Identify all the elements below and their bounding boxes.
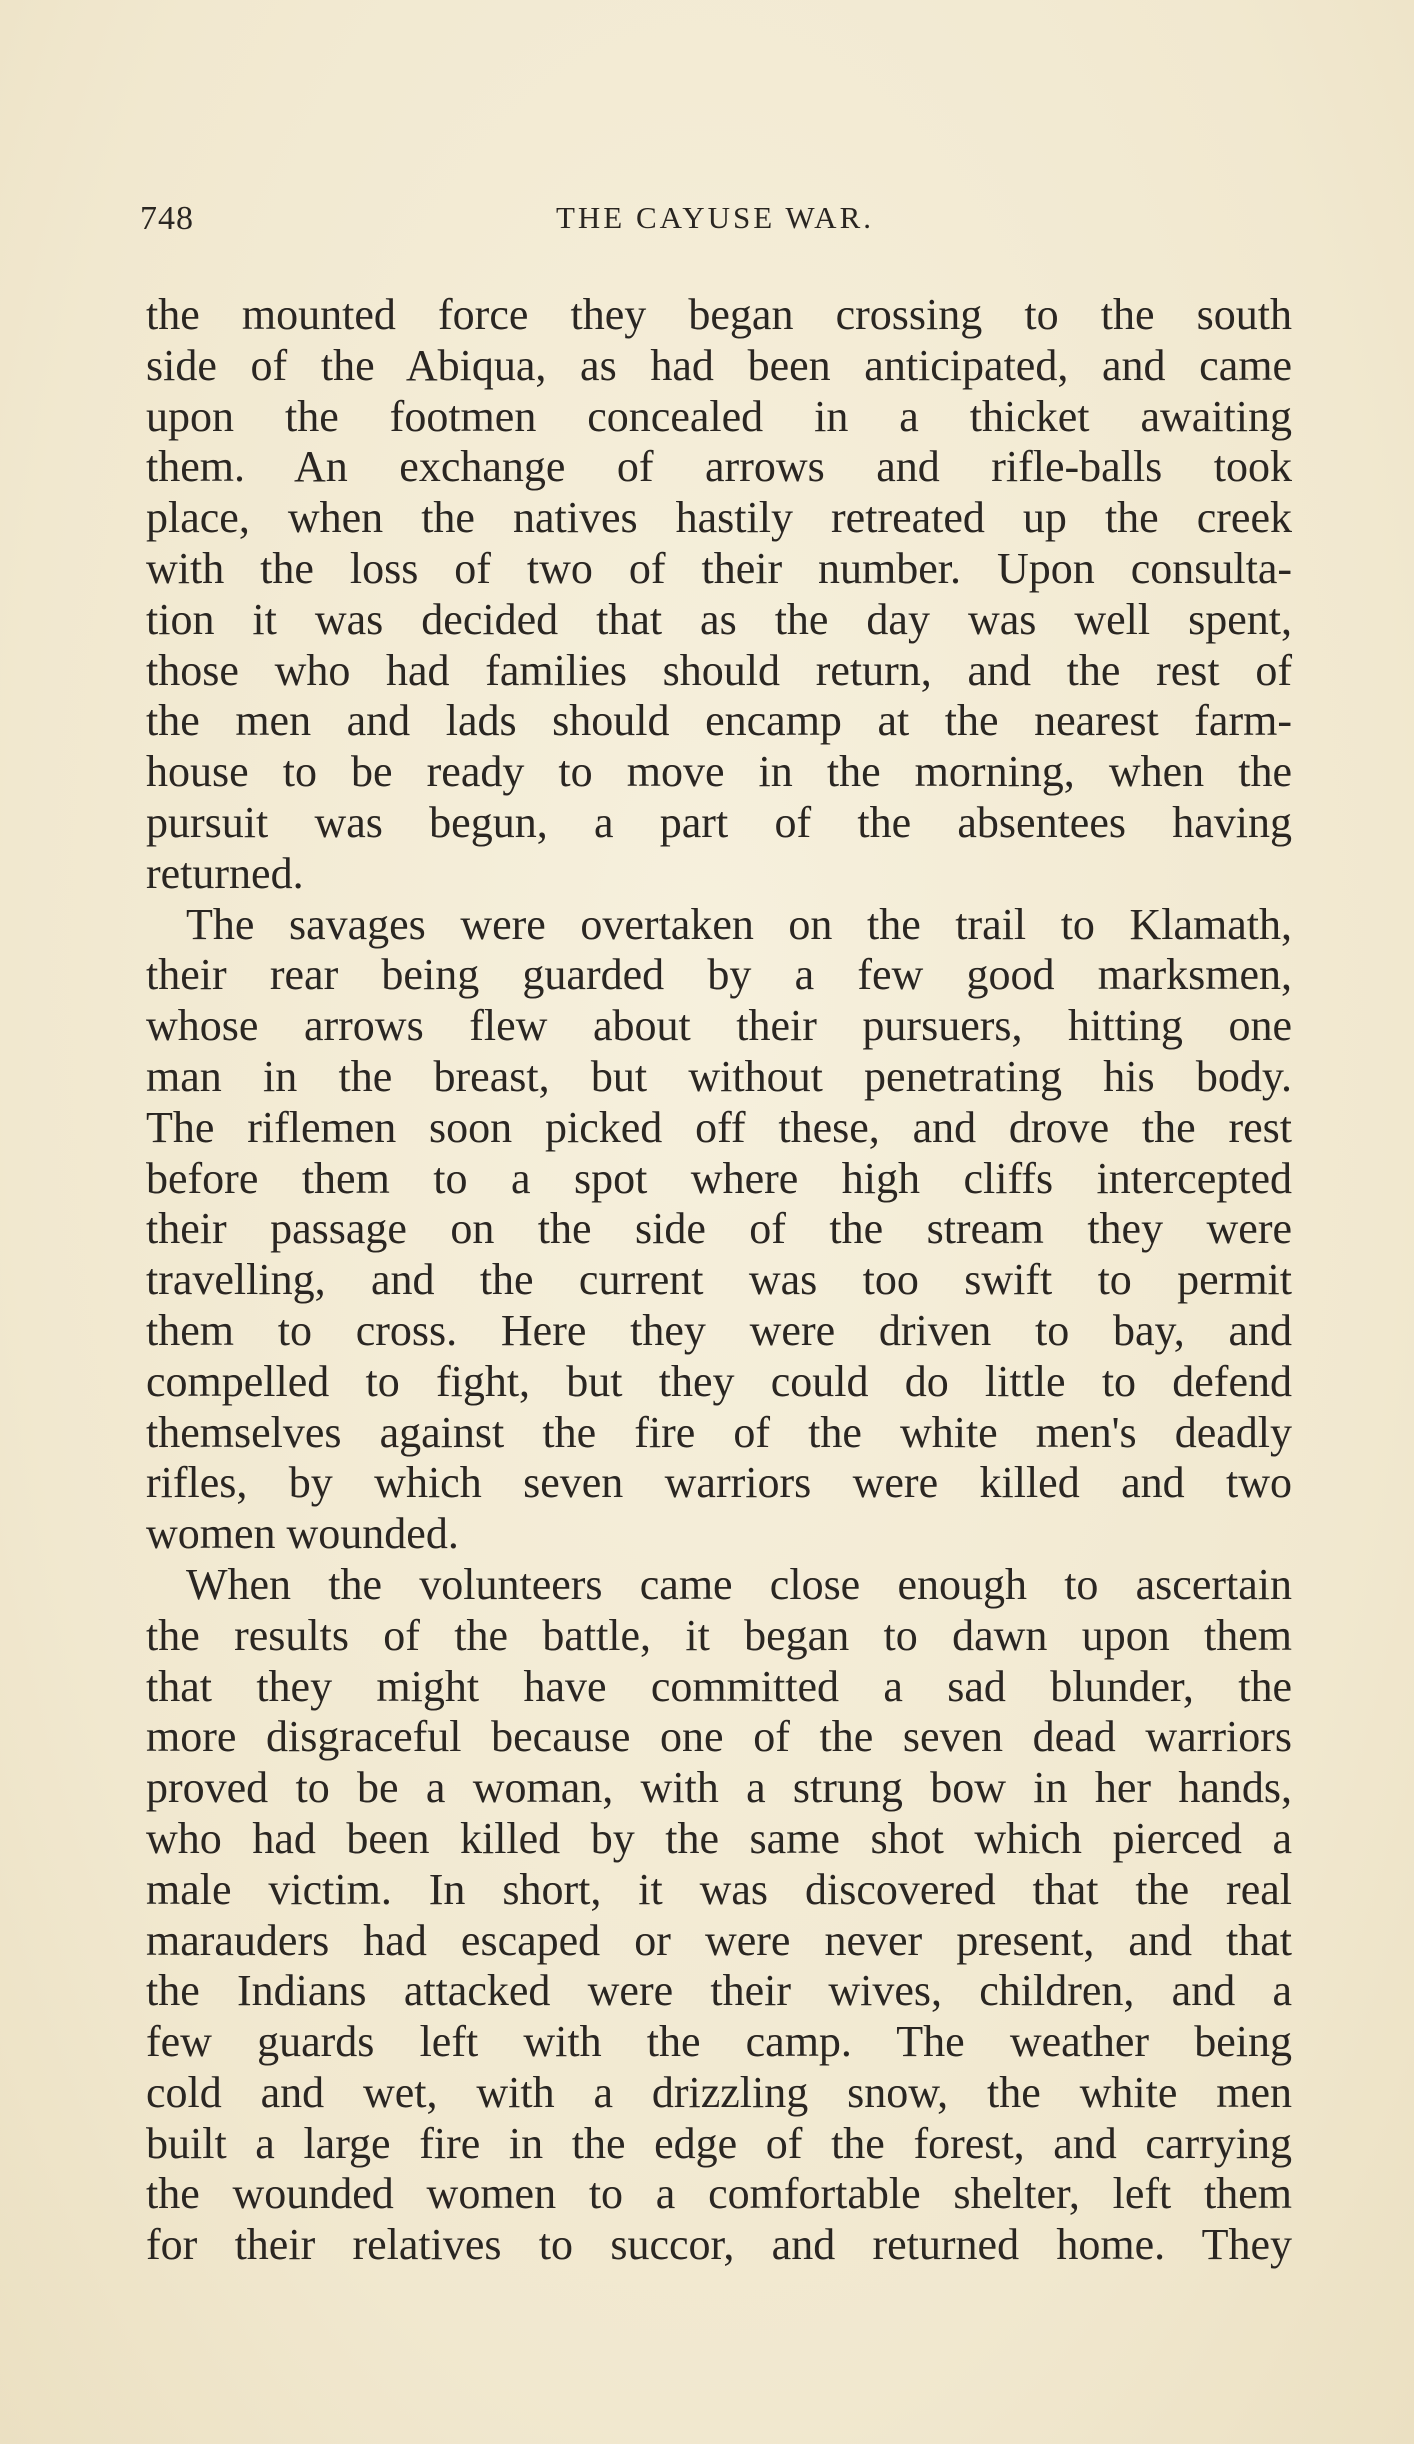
text-line: house to be ready to move in the morning, when the: [146, 747, 1292, 797]
page-number: 748: [140, 200, 194, 237]
paragraph-start: The savages were overtaken on the trail to Klamath,: [186, 899, 1292, 949]
text-line: their passage on the side of the stream they were: [146, 1204, 1292, 1254]
text-line: them. An exchange of arrows and rifle-balls took: [146, 442, 1292, 492]
text-line: the men and lads should encamp at the nearest farm-: [146, 696, 1292, 746]
text-line: marauders had escaped or were never present, and that: [146, 1915, 1292, 1965]
text-line: the wounded women to a comfortable shelter, left them: [146, 2169, 1292, 2219]
text-line: the mounted force they began crossing to the south: [146, 290, 1292, 339]
body-text: [146, 290, 1292, 2271]
text-line: upon the footmen concealed in a thicket awaiting: [146, 391, 1292, 441]
text-line: built a large fire in the edge of the forest, and carrying: [146, 2118, 1292, 2168]
text-line: few guards left with the camp. The weather being: [146, 2017, 1292, 2067]
text-line: more disgraceful because one of the seven dead warriors: [146, 1712, 1292, 1762]
text-line: women wounded.: [146, 1509, 459, 1559]
paragraph-start: When the volunteers came close enough to ascertain: [186, 1559, 1292, 1609]
text-line: returned.: [146, 848, 304, 898]
text-line: with the loss of two of their number. Upon consulta-: [146, 543, 1292, 593]
text-line: tion it was decided that as the day was well spent,: [146, 594, 1292, 644]
text-line: travelling, and the current was too swift to permit: [146, 1255, 1292, 1305]
text-line: proved to be a woman, with a strung bow in her hands,: [146, 1763, 1292, 1813]
text-line: side of the Abiqua, as had been anticipated, and came: [146, 340, 1292, 390]
page-header: [140, 200, 1290, 250]
text-line: cold and wet, with a drizzling snow, the white men: [146, 2067, 1292, 2117]
text-line: rifles, by which seven warriors were killed and two: [146, 1458, 1292, 1508]
text-line: place, when the natives hastily retreated up the creek: [146, 493, 1292, 543]
text-line: pursuit was begun, a part of the absentees having: [146, 797, 1292, 847]
text-line: them to cross. Here they were driven to bay, and: [146, 1305, 1292, 1355]
text-line: compelled to fight, but they could do little to defend: [146, 1356, 1292, 1406]
text-line: who had been killed by the same shot which pierced a: [146, 1813, 1292, 1863]
running-head: THE CAYUSE WAR.: [555, 200, 874, 235]
text-line: man in the breast, but without penetrating his body.: [146, 1051, 1292, 1101]
text-line: themselves against the fire of the white men's deadly: [146, 1407, 1292, 1457]
text-line: the results of the battle, it began to dawn upon them: [146, 1610, 1292, 1660]
text-line: their rear being guarded by a few good marksmen,: [146, 950, 1292, 1000]
text-line: male victim. In short, it was discovered that the real: [146, 1864, 1292, 1914]
text-line: those who had families should return, and the rest of: [146, 645, 1292, 695]
text-line: that they might have committed a sad blunder, the: [146, 1661, 1292, 1711]
text-line: whose arrows flew about their pursuers, hitting one: [146, 1001, 1292, 1051]
text-line: for their relatives to succor, and returned home. They: [146, 2220, 1292, 2270]
text-line: The riflemen soon picked off these, and drove the rest: [146, 1102, 1292, 1152]
text-line: the Indians attacked were their wives, children, and a: [146, 1966, 1292, 2016]
text-line: before them to a spot where high cliffs intercepted: [146, 1153, 1292, 1203]
